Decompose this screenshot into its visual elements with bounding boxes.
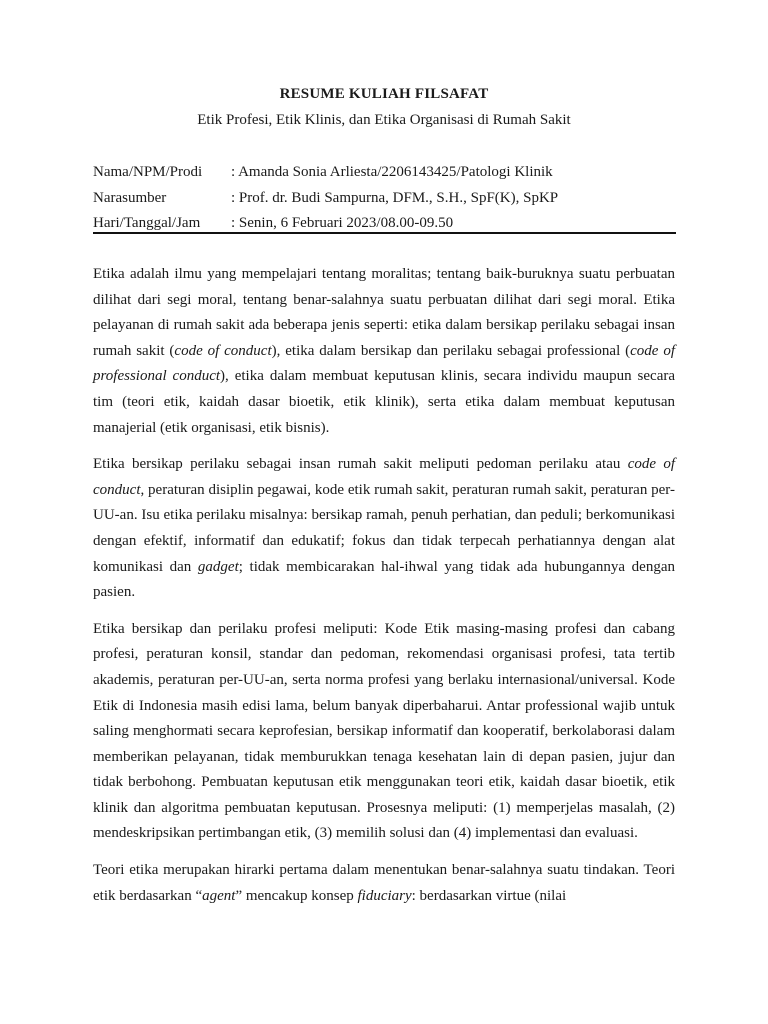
italic-term: code of conduct [174,342,272,359]
paragraph-text: ), etika dalam membuat keputusan klinis, secara individu maupun secara tim (teori etik, kaidah dasar bioetik, etik klinik), serta etika dalam membuat keputusan manajerial (etik organisasi, etik bisnis). [93,368,675,436]
info-value: : Prof. dr. Budi Sampurna, DFM., S.H., SpF(K), SpKP [231,189,559,206]
paragraph-text: : berdasarkan virtue (nilai [411,887,567,904]
info-row-name [93,160,675,186]
document-body [93,262,675,920]
info-label: Nama/NPM/Prodi [93,164,203,180]
italic-term: gadget [197,558,239,575]
paragraph-text: ” mencakup konsep [235,887,358,904]
info-label: Narasumber [93,189,167,206]
paragraph [93,262,675,441]
info-row-speaker [93,186,675,212]
paragraph [93,858,675,909]
paragraph-text: Etika bersikap perilaku sebagai insan rumah sakit meliputi pedoman perilaku atau [93,456,628,473]
italic-term: code of professional conduct [93,342,676,385]
italic-term: fiduciary [357,887,412,904]
paragraph-text: Etika adalah ilmu yang mempelajari tentang moralitas; tentang baik-buruknya suatu perbuatan dilihat dari segi moral, tentang benar-salahnya suatu perbuatan dilihat dari segi moral. Etika pelayanan di rumah sakit ada beberapa jenis seperti: etika dalam bersikap perilaku sebagai insan rumah sakit ( [93,266,675,359]
paragraph-text: Teori etika merupakan hirarki pertama dalam menentukan benar-salahnya suatu tindakan. Teori etik berdasarkan “ [93,862,675,904]
document-title: RESUME KULIAH FILSAFAT [279,86,489,102]
info-label: Hari/Tanggal/Jam [93,215,201,231]
paragraph-text: Etika bersikap dan perilaku profesi meliputi: Kode Etik masing-masing profesi dan cabang profesi, peraturan konsil, standar dan pedoman, rekomendasi organisasi profesi, tata tertib akademis, peraturan per-UU-an, serta norma profesi yang berlaku internasional/universal. Kode Etik di Indonesia masih edisi lama, belum banyak diperbaharui. Antar professional wajib untuk saling menghormati secara keprofesian, bersikap informatif dan kooperatif, berkolaborasi dalam memberikan pelayanan, tidak memburukkan tenaga kesehatan lain di depan pasien, jujur dan tidak berbohong. Pembuatan keputusan etik menggunakan teori etik, kaidah dasar bioetik, etik klinik dan algoritma pembuatan keputusan. Prosesnya meliputi: (1) memperjelas masalah, (2) mendeskripsikan pertimbangan etik, (3) memilih solusi dan (4) implementasi dan evaluasi. [93,620,675,842]
info-value: : Senin, 6 Februari 2023/08.00-09.50 [231,215,454,231]
info-table [93,160,675,237]
header-divider [93,232,676,234]
italic-term: agent [202,887,236,904]
document-subtitle: Etik Profesi, Etik Klinis, dan Etika Organisasi di Rumah Sakit [197,112,571,128]
paragraph [93,452,675,606]
info-value: : Amanda Sonia Arliesta/2206143425/Patologi Klinik [231,164,553,180]
paragraph [93,617,675,847]
italic-term: code of conduct [93,456,676,498]
paragraph-text: ), etika dalam bersikap dan perilaku sebagai professional ( [271,342,631,359]
paragraph-text: ; tidak membicarakan hal-ihwal yang tidak ada hubungannya dengan pasien. [93,558,675,601]
paragraph-text: , peraturan disiplin pegawai, kode etik rumah sakit, peraturan rumah sakit, peraturan per-UU-an. Isu etika perilaku misalnya: bersikap ramah, penuh perhatian, dan peduli; berkomunikasi dengan efektif, informatif dan edukatif; fokus dan tidak terpecah perhatiannya dengan alat komunikasi dan [93,481,675,575]
